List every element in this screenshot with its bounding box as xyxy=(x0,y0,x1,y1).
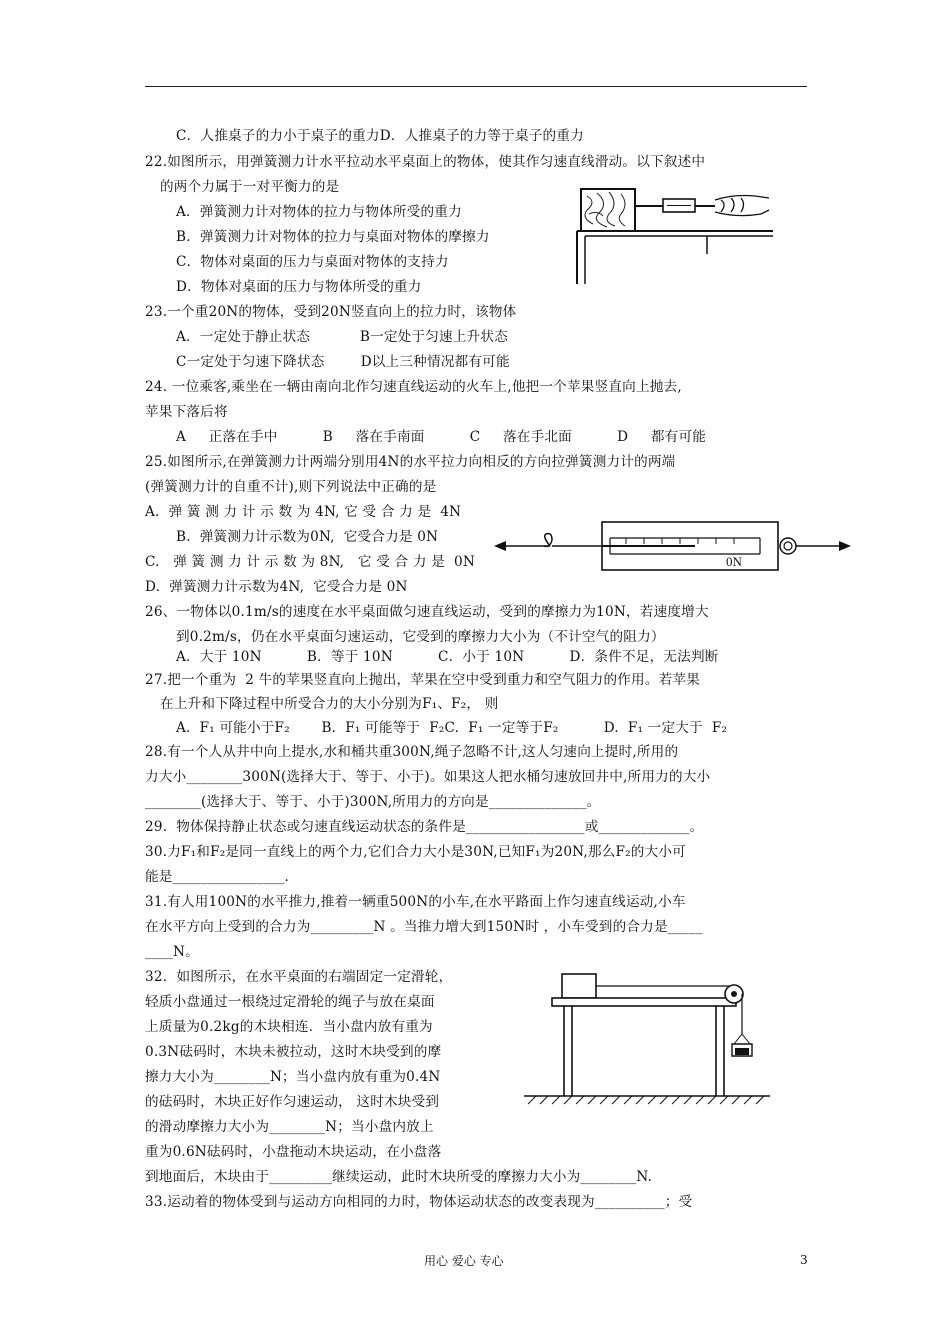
q30-stem-cont: 能是________________. xyxy=(145,869,290,885)
figure-pulley-table xyxy=(520,966,775,1114)
q32-line-8: 重为0.6N砝码时，小盘拖动木块运动，在小盘落 xyxy=(145,1144,442,1160)
figure-spring-scale-block xyxy=(575,184,775,294)
page-number: 3 xyxy=(800,1253,808,1267)
q26-stem-cont: 到0.2m/s，仍在水平桌面匀速运动，它受到的摩擦力大小为（不计空气的阻力） xyxy=(176,629,665,645)
q32-line-5: 擦力大小为________N；当小盘内放有重为0.4N xyxy=(145,1069,441,1085)
q32-line-1: 32．如图所示，在水平桌面的右端固定一定滑轮， xyxy=(145,969,453,985)
q25-stem-cont: (弹簧测力计的自重不计),则下列说法中正确的是 xyxy=(145,479,437,495)
q22-option-d: D．物体对桌面的压力与物体所受的重力 xyxy=(176,279,422,295)
q25-option-a: A. 弹 簧 测 力 计 示 数 为 4N, 它 受 合 力 是 4N xyxy=(145,504,462,520)
q27-stem: 27.把一个重为 2 牛的苹果竖直向上抛出，苹果在空中受到重力和空气阻力的作用。若苹果 xyxy=(145,672,700,688)
figure-spring-gauge-two-ends xyxy=(490,514,855,578)
header-rule xyxy=(145,86,807,87)
q27-stem-cont: 在上升和下降过程中所受合力的大小分别为F₁、F₂， 则 xyxy=(160,696,499,712)
q26-stem: 26、一物体以0.1m/s的速度在水平桌面做匀速直线运动，受到的摩擦力为10N，若速度增大 xyxy=(145,604,709,620)
q28-line-3: ________(选择大于、等于、小于)300N,所用力的方向是______________。 xyxy=(145,794,601,810)
q29-stem: 29. 物体保持静止状态或匀速直线运动状态的条件是_________________或_____________。 xyxy=(145,819,704,835)
q25-option-d: D. 弹簧测力计示数为4N, 它受合力是 0N xyxy=(145,579,408,595)
q32-line-4: 0.3N砝码时，木块未被拉动，这时木块受到的摩 xyxy=(145,1044,442,1060)
q32-line-9: 到地面后，木块由于_________继续运动，此时木块所受的摩擦力大小为________N. xyxy=(145,1169,653,1185)
q31-line-3: ____N。 xyxy=(145,944,199,960)
q25-option-b: B. 弹簧测力计示数为0N, 它受合力是 0N xyxy=(176,529,439,545)
q31-line-1: 31.有人用100N的水平推力,推着一辆重500N的小车,在水平路面上作匀速直线运动,小车 xyxy=(145,894,686,910)
q32-line-6: 的砝码时，木块正好作匀速运动， 这时木块受到 xyxy=(145,1094,440,1110)
q25-option-c: C. 弹 簧 测 力 计 示 数 为 8N, 它 受 合 力 是 0N xyxy=(145,554,475,570)
q24-stem-cont: 苹果下落后将 xyxy=(145,404,228,420)
q21-options-cd: C．人推桌子的力小于桌子的重力D．人推桌子的力等于桌子的重力 xyxy=(176,128,584,144)
q22-option-b: B．弹簧测力计对物体的拉力与桌面对物体的摩擦力 xyxy=(176,229,490,245)
q24-stem: 24. 一位乘客,乘坐在一辆由南向北作匀速直线运动的火车上,他把一个苹果竖直向上抛去, xyxy=(145,379,682,395)
q32-line-7: 的滑动摩擦力大小为________N；当小盘内放上 xyxy=(145,1119,434,1135)
q27-options: A. F₁ 可能小于F₂ B. F₁ 可能等于 F₂C. F₁ 一定等于F₂ D. F₁ 一定大于 F₂ xyxy=(176,720,728,736)
q24-options: A 正落在手中 B 落在手南面 C 落在手北面 D 都有可能 xyxy=(176,429,707,445)
q25-stem: 25.如图所示,在弹簧测力计两端分别用4N的水平拉力向相反的方向拉弹簧测力计的两端 xyxy=(145,454,676,470)
q26-options: A．大于 10N B．等于 10N C．小于 10N D．条件不足，无法判断 xyxy=(176,649,719,665)
q23-stem: 23.一个重20N的物体，受到20N竖直向上的拉力时，该物体 xyxy=(145,304,517,320)
q31-line-2: 在水平方向上受到的合力为_________N 。当推力增大到150N时 ，小车受到的合力是_____ xyxy=(145,919,703,935)
q33-stem: 33.运动着的物体受到与运动方向相同的力时，物体运动状态的改变表现为__________；受 xyxy=(145,1194,693,1210)
q32-line-3: 上质量为0.2kg的木块相连．当小盘内放有重为 xyxy=(145,1019,433,1035)
q23-options-cd: C一定处于匀速下降状态 D以上三种情况都有可能 xyxy=(176,354,510,370)
q32-line-2: 轻质小盘通过一根绕过定滑轮的绳子与放在桌面 xyxy=(145,994,435,1010)
q23-options-ab: A．一定处于静止状态 B一定处于匀速上升状态 xyxy=(176,329,509,345)
footer-slogan: 用心 爱心 专心 xyxy=(424,1254,504,1268)
q22-option-c: C．物体对桌面的压力与桌面对物体的支持力 xyxy=(176,254,449,270)
q22-option-a: A．弹簧测力计对物体的拉力与物体所受的重力 xyxy=(176,204,462,220)
q22-stem-cont: 的两个力属于一对平衡力的是 xyxy=(160,179,340,195)
q28-line-1: 28.有一个人从井中向上提水,水和桶共重300N,绳子忽略不计,这人匀速向上提时,所用的 xyxy=(145,744,679,760)
gauge-zero-label: 0N xyxy=(726,554,742,569)
q30-stem: 30.力F₁和F₂是同一直线上的两个力,它们合力大小是30N,已知F₁为20N,那么F₂的大小可 xyxy=(145,844,686,860)
q28-line-2: 力大小________300N(选择大于、等于、小于)。如果这人把水桶匀速放回井中,所用力的大小 xyxy=(145,769,711,785)
q22-stem: 22.如图所示，用弹簧测力计水平拉动水平桌面上的物体，使其作匀速直线滑动。以下叙述中 xyxy=(145,154,706,170)
